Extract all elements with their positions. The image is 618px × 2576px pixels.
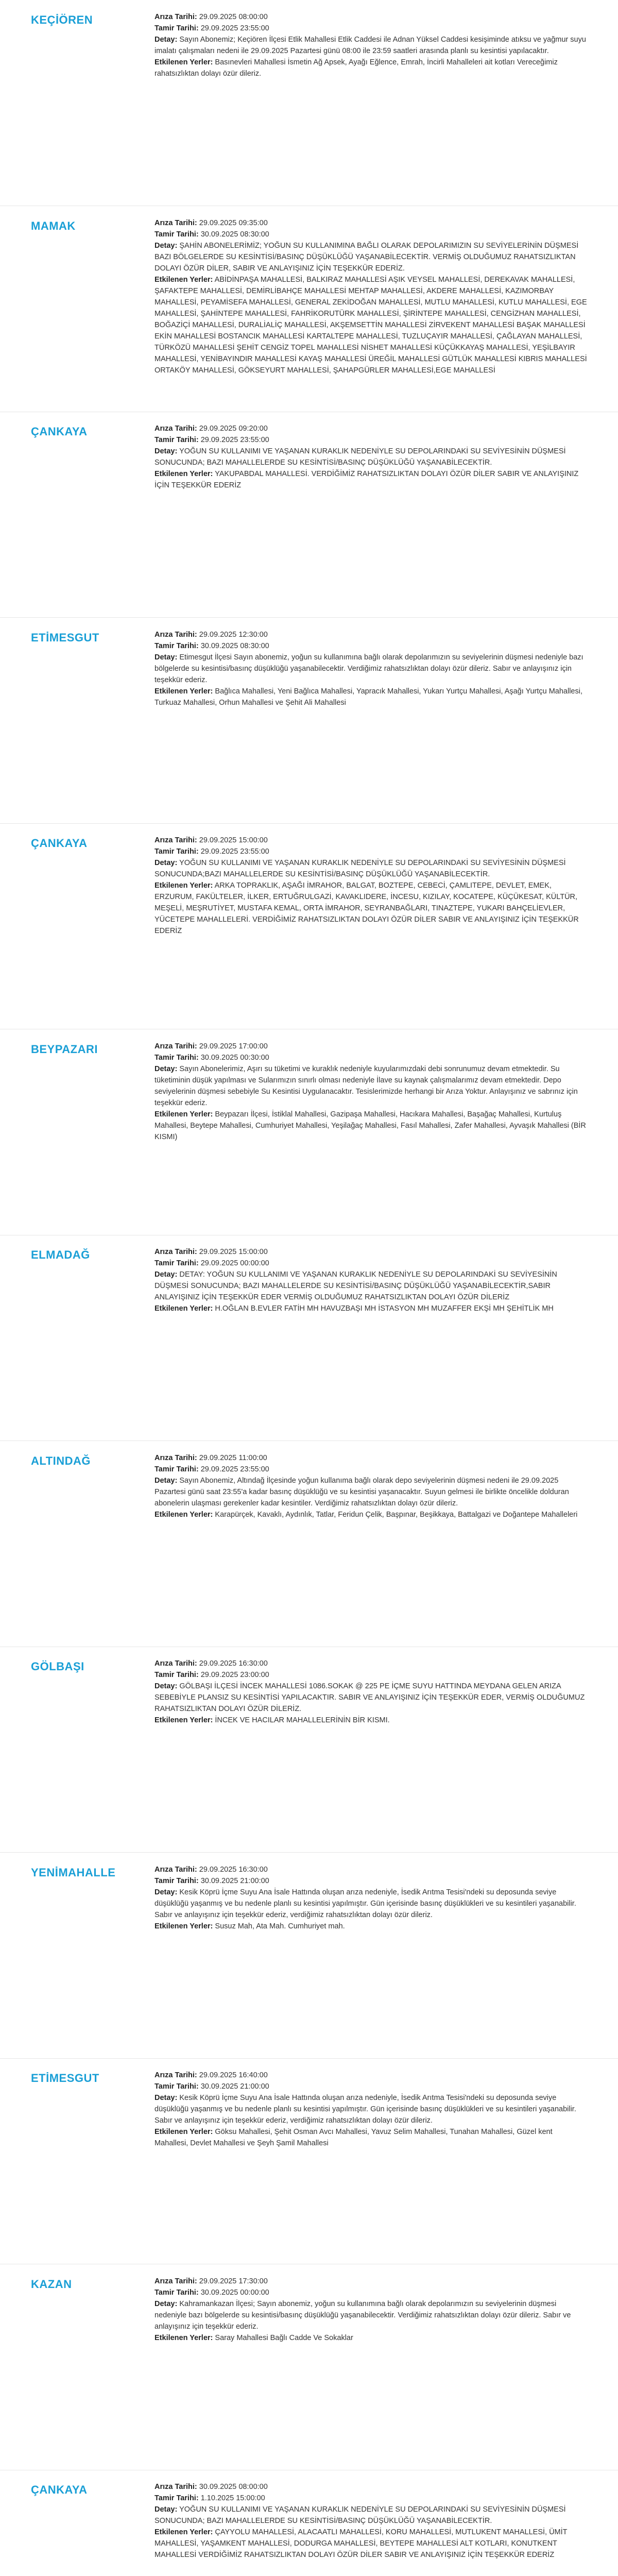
affected-row — [154, 2332, 587, 2344]
detail-label: Detay: — [154, 1477, 178, 1485]
repair-date-row — [154, 1258, 587, 1269]
detail-text: Kesik Köprü İçme Suyu Ana İsale Hattında oluşan arıza nedeniyle, İsedik Arıtma Tesisi'ndeki su deposunda seviye düşüklüğü yaşanmış ve bu nedenle planlı su kesintisi yapılmıştır. Gün içerisinde basınç düşüklükleri ve su kesintileri yaşanabilir. Sabır ve anlayışınız için teşekkür ederiz, verdiğimiz rahatsızlıktan dolayı özür dileriz. — [154, 1888, 576, 1919]
outage-entry — [0, 823, 618, 1029]
district-name[interactable]: ETİMESGUT — [31, 2072, 99, 2084]
repair-date-row — [154, 2493, 587, 2504]
outage-entry — [0, 2264, 618, 2470]
fault-date-value: 29.09.2025 08:00:00 — [199, 13, 268, 21]
outage-entry — [0, 2058, 618, 2264]
affected-row — [154, 468, 587, 491]
repair-date-value: 30.09.2025 00:30:00 — [200, 1054, 269, 1062]
affected-text: YAKUPABDAL MAHALLESİ. VERDİĞİMİZ RAHATSIZLIKTAN DOLAYI ÖZÜR DİLER SABIR VE ANLAYIŞINIZ İÇİN TEŞEKKÜR EDERİZ — [154, 470, 579, 489]
fault-date-label: Arıza Tarihi: — [154, 2277, 197, 2285]
outage-details — [154, 835, 587, 937]
repair-date-label: Tamir Tarihi: — [154, 1877, 199, 1885]
fault-date-label: Arıza Tarihi: — [154, 836, 197, 844]
detail-text: Kesik Köprü İçme Suyu Ana İsale Hattında oluşan arıza nedeniyle, İsedik Arıtma Tesisi'ndeki su deposunda seviye düşüklüğü yaşanmış ve bu nedenle planlı su kesintisi yapılmıştır. Gün içerisinde basınç düşüklükleri ve su kesintileri yaşanabilir. Sabır ve anlayışınız için teşekkür ederiz, verdiğimiz rahatsızlıktan dolayı özür dileriz. — [154, 2094, 576, 2125]
repair-date-label: Tamir Tarihi: — [154, 2082, 199, 2091]
outage-details — [154, 1041, 587, 1143]
repair-date-label: Tamir Tarihi: — [154, 1671, 199, 1679]
fault-date-value: 29.09.2025 17:00:00 — [199, 1042, 268, 1050]
outage-details — [154, 1658, 587, 1726]
affected-text: ÇAYYOLU MAHALLESİ, ALACAATLI MAHALLESİ, KORU MAHALLESİ, MUTLUKENT MAHALLESİ, ÜMİT MAHALLESİ, YAŞAMKENT MAHALLESİ, DODURGA MAHALLESİ, BEYTEPE MAHALLESİ ALT KOTLARI, KONUTKENT MAHALLESİ VERDİĞİMİZ RAHATSIZLIKTAN DOLAYI ÖZÜR DİLER SABIR VE ANLAYIŞINIZ İÇİN TEŞEKKÜR EDERİZ — [154, 2528, 568, 2559]
detail-text: YOĞUN SU KULLANIMI VE YAŞANAN KURAKLIK NEDENİYLE SU DEPOLARINDAKİ SU SEVİYESİNİN DÜŞMESİ SONUCUNDA; BAZI MAHALLELERDE SU KESİNTİSİ/BASINÇ DÜŞÜKLÜĞÜ YAŞANABİLECEKTİR. — [154, 2505, 566, 2525]
affected-row — [154, 1303, 587, 1314]
outage-entry — [0, 1029, 618, 1235]
repair-date-row — [154, 846, 587, 857]
repair-date-row — [154, 640, 587, 652]
outage-details — [154, 2070, 587, 2149]
affected-label: Etkilenen Yerler: — [154, 1304, 213, 1313]
fault-date-label: Arıza Tarihi: — [154, 1042, 197, 1050]
district-name[interactable]: ÇANKAYA — [31, 837, 88, 850]
district-name[interactable]: KEÇİÖREN — [31, 13, 93, 26]
outage-entry — [0, 618, 618, 824]
repair-date-value: 30.09.2025 08:30:00 — [200, 642, 269, 650]
outage-details — [154, 11, 587, 79]
repair-date-label: Tamir Tarihi: — [154, 2289, 199, 2297]
repair-date-label: Tamir Tarihi: — [154, 1054, 199, 1062]
fault-date-value: 30.09.2025 08:00:00 — [199, 2483, 268, 2491]
district-name[interactable]: KAZAN — [31, 2278, 72, 2291]
detail-text: ŞAHİN ABONELERİMİZ; YOĞUN SU KULLANIMINA BAĞLI OLARAK DEPOLARIMIZIN SU SEVİYELERİNİN DÜŞMESİ BAZI BÖLGELERDE SU KESİNTİSİ/BASINÇ DÜŞÜKLÜĞÜ YAŞANABİLECEKTİR. VERMİŞ OLDUĞUMUZ RAHATSIZLIKTAN DOLAYI ÖZÜR DİLER, SABIR VE ANLAYIŞINIZ İÇİN TEŞEKKÜR EDERİZ. — [154, 242, 579, 273]
detail-text: Sayın Abonemiz, Altındağ İlçesinde yoğun kullanıma bağlı olarak depo seviyelerinin düşmesi nedeni ile 29.09.2025 Pazartesi günü saat 23:55'a kadar basınç düşüklüğü ve su kesintisi yaşanacaktır. Suyun gelmesi ile birlikte öncelikle dolduran abonelerin ulaşması gerekenler kadar kesintiler. Verdiğimiz rahatsızlıktan dolayı özür dileriz. — [154, 1477, 569, 1507]
repair-date-value: 29.09.2025 00:00:00 — [200, 1259, 269, 1267]
affected-row — [154, 1921, 587, 1932]
repair-date-label: Tamir Tarihi: — [154, 642, 199, 650]
fault-date-row — [154, 1452, 587, 1464]
detail-label: Detay: — [154, 1270, 178, 1279]
detail-label: Detay: — [154, 2094, 178, 2102]
affected-label: Etkilenen Yerler: — [154, 58, 213, 66]
affected-row — [154, 1715, 587, 1726]
fault-date-label: Arıza Tarihi: — [154, 13, 197, 21]
affected-text: Bağlıca Mahallesi, Yeni Bağlıca Mahallesi, Yapracık Mahallesi, Yukarı Yurtçu Mahallesi, Aşağı Yurtçu Mahallesi, Turkuaz Mahallesi, Orhun Mahallesi ve Şehit Ali Mahallesi — [154, 687, 582, 707]
affected-label: Etkilenen Yerler: — [154, 1716, 213, 1724]
affected-text: ARKA TOPRAKLIK, AŞAĞI İMRAHOR, BALGAT, BOZTEPE, CEBECİ, ÇAMLITEPE, DEVLET, EMEK, ERZURUM, FAKÜLTELER, İLKER, ERTUĞRULGAZİ, KAVAKLIDERE, İNCESU, KIZILAY, KOCATEPE, KÜÇÜKESAT, KÜLTÜR, MEŞELİ, MEŞRUTİYET, MUSTAFA KEMAL, ORTA İMRAHOR, SEYRANBAĞLARI, TINAZTEPE, YUKARI BAHÇELİEVLER, YÜCETEPE MAHALLELERİ. VERDİĞİMİZ RAHATSIZLIKTAN DOLAYI ÖZÜR DİLER SABIR VE ANLAYIŞINIZ İÇİN TEŞEKKÜR EDERİZ — [154, 882, 579, 935]
repair-date-row — [154, 1464, 587, 1475]
district-name[interactable]: GÖLBAŞI — [31, 1660, 84, 1673]
affected-text: Karapürçek, Kavaklı, Aydınlık, Tatlar, Feridun Çelik, Başpınar, Beşikkaya, Battalgazi ve Doğantepe Mahalleleri — [215, 1511, 578, 1519]
outage-entry — [0, 1441, 618, 1647]
district-name[interactable]: BEYPAZARI — [31, 1043, 98, 1056]
detail-label: Detay: — [154, 1682, 178, 1690]
outage-entry — [0, 206, 618, 412]
fault-date-value: 29.09.2025 12:30:00 — [199, 631, 268, 639]
repair-date-row — [154, 23, 587, 34]
fault-date-row — [154, 1864, 587, 1875]
outage-entry — [0, 2470, 618, 2576]
repair-date-row — [154, 2287, 587, 2298]
repair-date-row — [154, 1052, 587, 1063]
repair-date-value: 29.09.2025 23:00:00 — [200, 1671, 269, 1679]
detail-row — [154, 1681, 587, 1715]
fault-date-label: Arıza Tarihi: — [154, 1866, 197, 1874]
detail-label: Detay: — [154, 36, 178, 44]
detail-label: Detay: — [154, 859, 178, 867]
outage-details — [154, 423, 587, 491]
detail-label: Detay: — [154, 653, 178, 662]
repair-date-value: 30.09.2025 21:00:00 — [200, 2082, 269, 2091]
district-name[interactable]: ÇANKAYA — [31, 425, 88, 438]
detail-text: Sayın Abonemiz; Keçiören İlçesi Etlik Mahallesi Etlik Caddesi ile Adnan Yüksel Caddesi kesişiminde atıksu ve yağmur suyu imalatı çalışmaları nedeni ile 29.09.2025 Pazartesi günü 08:00 ile 23:59 saatleri arasında planlı su kesintisi yapılacaktır. — [154, 36, 586, 55]
affected-row — [154, 57, 587, 79]
detail-row — [154, 652, 587, 686]
detail-text: YOĞUN SU KULLANIMI VE YAŞANAN KURAKLIK NEDENİYLE SU DEPOLARINDAKİ SU SEVİYESİNİN DÜŞMESİ SONUCUNDA; BAZI MAHALLELERDE SU KESİNTİSİ/BASINÇ DÜŞÜKLÜĞÜ YAŞANABİLECEKTİR. — [154, 447, 566, 467]
repair-date-value: 30.09.2025 00:00:00 — [200, 2289, 269, 2297]
outage-entry — [0, 412, 618, 618]
outage-details — [154, 217, 587, 376]
fault-date-label: Arıza Tarihi: — [154, 1248, 197, 1256]
repair-date-row — [154, 1875, 587, 1887]
repair-date-value: 29.09.2025 23:55:00 — [200, 1465, 269, 1473]
fault-date-value: 29.09.2025 09:20:00 — [199, 425, 268, 433]
repair-date-label: Tamir Tarihi: — [154, 2494, 199, 2502]
affected-text: Beypazarı İlçesi, İstiklal Mahallesi, Gazipaşa Mahallesi, Hacıkara Mahallesi, Başağaç Mahallesi, Kurtuluş Mahallesi, Beytepe Mahallesi, Cumhuriyet Mahallesi, Yeşilağaç Mahallesi, Fasıl Mahallesi, Zafer Mahallesi, Ayvaşık Mahallesi (BİR KISMI) — [154, 1110, 586, 1141]
fault-date-value: 29.09.2025 16:30:00 — [199, 1866, 268, 1874]
district-name[interactable]: ETİMESGUT — [31, 631, 99, 644]
repair-date-label: Tamir Tarihi: — [154, 436, 199, 444]
affected-label: Etkilenen Yerler: — [154, 2128, 213, 2136]
repair-date-label: Tamir Tarihi: — [154, 24, 199, 32]
outage-entry — [0, 1647, 618, 1853]
district-name[interactable]: MAMAK — [31, 219, 76, 232]
fault-date-label: Arıza Tarihi: — [154, 2483, 197, 2491]
fault-date-label: Arıza Tarihi: — [154, 425, 197, 433]
outage-details — [154, 2481, 587, 2561]
district-name[interactable]: ÇANKAYA — [31, 2483, 88, 2496]
fault-date-value: 29.09.2025 09:35:00 — [199, 219, 268, 227]
detail-label: Detay: — [154, 2300, 178, 2308]
fault-date-row — [154, 2276, 587, 2287]
fault-date-row — [154, 1246, 587, 1258]
affected-row — [154, 1509, 587, 1520]
detail-row — [154, 1269, 587, 1303]
repair-date-row — [154, 434, 587, 446]
fault-date-label: Arıza Tarihi: — [154, 631, 197, 639]
affected-row — [154, 880, 587, 937]
district-name[interactable]: YENİMAHALLE — [31, 1866, 116, 1879]
detail-label: Detay: — [154, 1888, 178, 1896]
repair-date-value: 29.09.2025 23:55:00 — [200, 436, 269, 444]
repair-date-label: Tamir Tarihi: — [154, 848, 199, 856]
fault-date-value: 29.09.2025 17:30:00 — [199, 2277, 268, 2285]
fault-date-label: Arıza Tarihi: — [154, 1454, 197, 1462]
affected-row — [154, 1109, 587, 1143]
affected-text: Göksu Mahallesi, Şehit Osman Avcı Mahallesi, Yavuz Selim Mahallesi, Tunahan Mahallesi, Güzel kent Mahallesi, Devlet Mahallesi ve Şeyh Şamil Mahallesi — [154, 2128, 553, 2147]
outage-details — [154, 1246, 587, 1314]
fault-date-value: 29.09.2025 11:00:00 — [199, 1454, 267, 1462]
outage-entry — [0, 1853, 618, 2059]
fault-date-value: 29.09.2025 16:30:00 — [199, 1659, 268, 1668]
outage-details — [154, 1864, 587, 1932]
repair-date-row — [154, 2081, 587, 2092]
repair-date-value: 29.09.2025 23:55:00 — [200, 24, 269, 32]
detail-text: GÖLBAŞI İLÇESİ İNCEK MAHALLESİ 1086.SOKAK @ 225 PE İÇME SUYU HATTINDA MEYDANA GELEN ARIZA SEBEBİYLE PLANSIZ SU KESİNTİSİ YAPILACAKTIR. SABIR VE ANLAYIŞINIZ İÇİN TEŞEKKÜR EDER, VERMİŞ OLDUĞUMUZ RAHATSIZLIKTAN DOLAYI ÖZÜR DİLERİZ. — [154, 1682, 585, 1713]
detail-row — [154, 34, 587, 57]
detail-row — [154, 1887, 587, 1921]
repair-date-row — [154, 1669, 587, 1681]
affected-label: Etkilenen Yerler: — [154, 1511, 213, 1519]
detail-row — [154, 1063, 587, 1109]
detail-label: Detay: — [154, 2505, 178, 2514]
fault-date-label: Arıza Tarihi: — [154, 1659, 197, 1668]
detail-text: Etimesgut İlçesi Sayın abonemiz, yoğun su kullanımına bağlı olarak depolarımızın su seviyelerinin düşmesi nedeniyle bazı bölgelerde su kesintisi/basınç düşüklüğü yaşanabilecektir. Verdiğimiz rahatsızlıktan dolayı özür dileriz. Sabır ve anlayışınız için teşekkür ederiz. — [154, 653, 583, 684]
affected-text: İNCEK VE HACILAR MAHALLELERİNİN BİR KISMI. — [215, 1716, 390, 1724]
fault-date-row — [154, 835, 587, 846]
fault-date-row — [154, 1041, 587, 1052]
affected-label: Etkilenen Yerler: — [154, 882, 213, 890]
affected-text: H.OĞLAN B.EVLER FATİH MH HAVUZBAŞI MH İSTASYON MH MUZAFFER EKŞİ MH ŞEHİTLİK MH — [215, 1304, 554, 1313]
detail-row — [154, 2092, 587, 2126]
fault-date-value: 29.09.2025 15:00:00 — [199, 836, 268, 844]
district-name[interactable]: ALTINDAĞ — [31, 1454, 91, 1467]
affected-label: Etkilenen Yerler: — [154, 276, 213, 284]
fault-date-row — [154, 423, 587, 434]
affected-row — [154, 274, 587, 376]
affected-label: Etkilenen Yerler: — [154, 470, 213, 478]
detail-text: DETAY: YOĞUN SU KULLANIMI VE YAŞANAN KURAKLIK NEDENİYLE SU DEPOLARINDAKİ SU SEVİYESİNİN DÜŞMESİ SONUCUNDA; BAZI MAHALLELERDE SU KESİNTİSİ/BASINÇ DÜŞÜKLÜĞÜ YAŞANABİLECEKTİR,SABIR ANLAYIŞINIZ İÇİN TEŞEKKÜR EDER VERMİŞ OLDUĞUMUZ RAHATSIZLIKTAN DOLAYI ÖZÜR DİLERİZ — [154, 1270, 557, 1301]
detail-row — [154, 446, 587, 468]
detail-text: Sayın Abonelerimiz, Aşırı su tüketimi ve kuraklık nedeniyle kuyularımızdaki debi sonrunumuz devam etmektedir. Su tüketiminin düşük yapılması ve Sularımızın sınırlı olması nedeniyle İlave su kaynak çalışmalarımız devam etmektedir. Depo seviyelerinin düşmesi sebebiyle Su Kesintisi Uygulanacaktır. Tesislerimizde herhangi bir Arıza Yoktur. Anlayışınız ve sabrınız için teşekkür ederiz. — [154, 1065, 578, 1107]
repair-date-label: Tamir Tarihi: — [154, 230, 199, 239]
detail-text: YOĞUN SU KULLANIMI VE YAŞANAN KURAKLIK NEDENİYLE SU DEPOLARINDAKİ SU SEVİYESİNİN DÜŞMESİ SONUCUNDA;BAZI MAHALLELERDE SU KESİNTİSİ/BASINÇ DÜŞÜKLÜĞÜ YAŞANABİLECEKTİR. — [154, 859, 566, 878]
repair-date-row — [154, 229, 587, 240]
outage-details — [154, 1452, 587, 1520]
affected-text: Susuz Mah, Ata Mah. Cumhuriyet mah. — [215, 1922, 345, 1930]
affected-row — [154, 2527, 587, 2561]
repair-date-value: 30.09.2025 08:30:00 — [200, 230, 269, 239]
fault-date-label: Arıza Tarihi: — [154, 219, 197, 227]
fault-date-value: 29.09.2025 15:00:00 — [199, 1248, 268, 1256]
repair-date-value: 30.09.2025 21:00:00 — [200, 1877, 269, 1885]
repair-date-value: 1.10.2025 15:00:00 — [200, 2494, 265, 2502]
affected-text: Basınevleri Mahallesi İsmetin Ağ Apsek, Ayağı Eğlence, Emrah, İncirli Mahalleleri ait kotları Vereceğimiz rahatsızlıktan dolayı özür dileriz. — [154, 58, 558, 78]
affected-label: Etkilenen Yerler: — [154, 687, 213, 696]
fault-date-value: 29.09.2025 16:40:00 — [199, 2071, 268, 2079]
repair-date-value: 29.09.2025 23:55:00 — [200, 848, 269, 856]
outage-details — [154, 2276, 587, 2344]
fault-date-row — [154, 629, 587, 640]
district-name[interactable]: ELMADAĞ — [31, 1248, 90, 1261]
affected-text: Saray Mahallesi Bağlı Cadde Ve Sokaklar — [215, 2334, 353, 2342]
detail-label: Detay: — [154, 447, 178, 455]
detail-row — [154, 2504, 587, 2527]
fault-date-row — [154, 11, 587, 23]
affected-label: Etkilenen Yerler: — [154, 1110, 213, 1118]
outage-entry — [0, 0, 618, 206]
fault-date-row — [154, 217, 587, 229]
detail-row — [154, 240, 587, 274]
outage-details — [154, 629, 587, 708]
detail-label: Detay: — [154, 1065, 178, 1073]
affected-row — [154, 2126, 587, 2149]
affected-label: Etkilenen Yerler: — [154, 1922, 213, 1930]
fault-date-row — [154, 2481, 587, 2493]
outage-entry — [0, 1235, 618, 1441]
affected-row — [154, 686, 587, 708]
detail-row — [154, 1475, 587, 1509]
fault-date-row — [154, 2070, 587, 2081]
affected-label: Etkilenen Yerler: — [154, 2528, 213, 2536]
affected-label: Etkilenen Yerler: — [154, 2334, 213, 2342]
detail-row — [154, 857, 587, 880]
repair-date-label: Tamir Tarihi: — [154, 1465, 199, 1473]
fault-date-label: Arıza Tarihi: — [154, 2071, 197, 2079]
detail-row — [154, 2298, 587, 2332]
fault-date-row — [154, 1658, 587, 1669]
detail-label: Detay: — [154, 242, 178, 250]
repair-date-label: Tamir Tarihi: — [154, 1259, 199, 1267]
detail-text: Kahramankazan İlçesi; Sayın abonemiz, yoğun su kullanımına bağlı olarak depolarımızın su seviyelerinin düşmesi nedeniyle bazı bölgelerde su kesintisi/basınç düşüklüğü yaşanabilecektir. Verdiğimiz rahatsızlıktan dolayı özür dileriz. Sabır ve anlayışınız için teşekkür ederiz. — [154, 2300, 571, 2331]
affected-text: ABİDİNPAŞA MAHALLESİ, BALKIRAZ MAHALLESİ AŞIK VEYSEL MAHALLESİ, DEREKAVAK MAHALLESİ, ŞAFAKTEPE MAHALLESİ, DEMİRLİBAHÇE MAHALLESİ MEHTAP MAHALLESİ, AKDERE MAHALLESİ, KAZIMORBAY MAHALLESİ, PEYAMİSEFA MAHALLESİ, GENERAL ZEKİDOĞAN MAHALLESİ, MUTLU MAHALLESİ, KUTLU MAHALLESİ, EGE MAHALLESİ, ŞAHİNTEPE MAHALLESİ, FAHRİKORUTÜRK MAHALLESİ, ŞİRİNTEPE MAHALLESİ, CENGİZHAN MAHALLESİ, BOĞAZİÇİ MAHALLESİ, DURALİALİÇ MAHALLESİ, AKŞEMSETTİN MAHALLESİ ZİRVEKENT MAHALLESİ BAŞAK MAHALLESİ EKİN MAHALLESİ BOSTANCIK MAHALLESİ KARTALTEPE MAHALLESİ, TUZLUÇAYIR MAHALLESİ, ÇAĞLAYAN MAHALLESİ, TÜRKÖZÜ MAHALLESİ ŞEHİT CENGİZ TOPEL MAHALLESİ NİSHET MAHALLESİ KÜÇÜKKAYAŞ MAHALLESİ, YEŞİLBAYIR MAHALLESİ, YENİBAYINDIR MAHALLESİ KAYAŞ MAHALLESİ ÜREĞİL MAHALLESİ GÜTLÜK MAHALLESİ KIBRIS MAHALLESİ ORTAKÖY MAHALLESİ, GÖKSEYURT MAHALLESİ, ŞAHAPGÜRLER MAHALLESİ,EGE MAHALLESİ — [154, 276, 587, 375]
